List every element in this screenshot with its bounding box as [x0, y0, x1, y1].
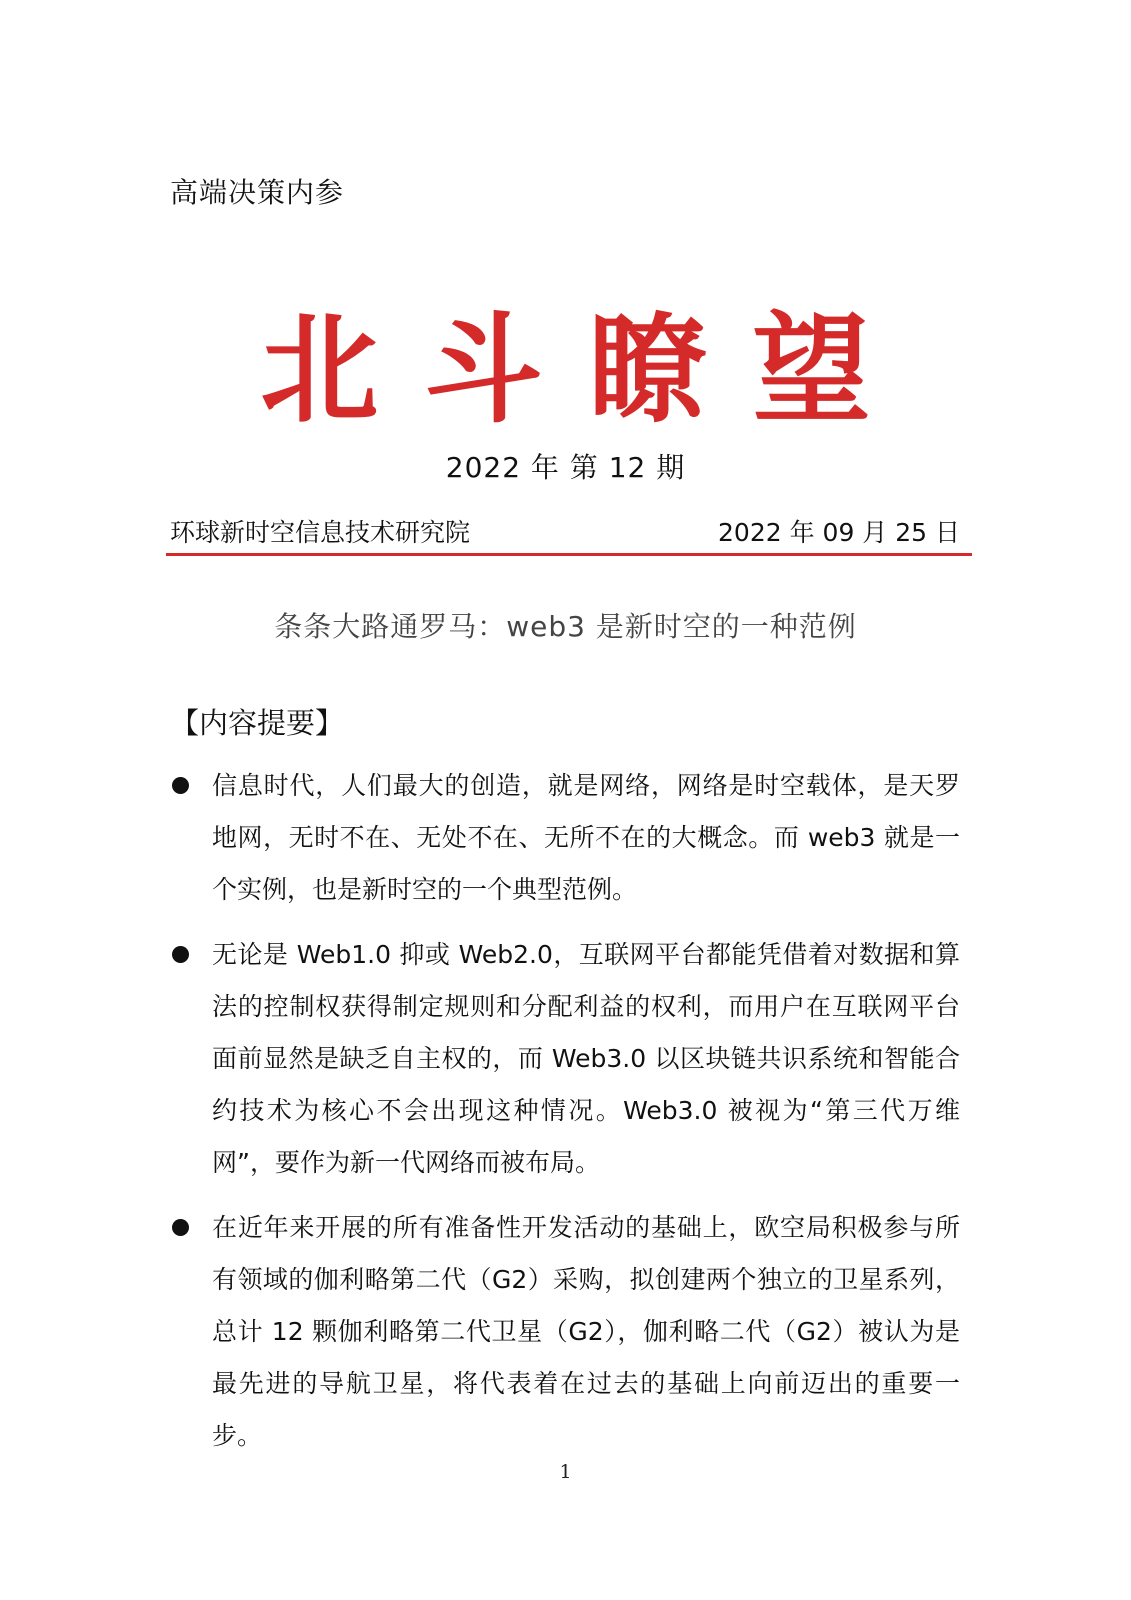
publish-date: 2022 年 09 月 25 日: [718, 518, 960, 547]
article-title: 条条大路通罗马：web3 是新时空的一种范例: [274, 610, 857, 643]
masthead-title: 北斗瞭望: [260, 300, 917, 439]
series-label: 高端决策内参: [170, 176, 345, 209]
summary-item: [170, 1202, 960, 1462]
publisher-line: [170, 517, 960, 549]
summary-item: [170, 929, 960, 1189]
organization-name: 环球新时空信息技术研究院: [170, 518, 471, 547]
summary-item: [170, 760, 960, 916]
summary-list: [170, 760, 960, 1475]
page-number: 1: [559, 1461, 572, 1483]
summary-item-text: 无论是 Web1.0 抑或 Web2.0，互联网平台都能凭借着对数据和算法的控制权获得制定规则和分配利益的权利，而用户在互联网平台面前显然是缺乏自主权的，而 Web3.0 以区块链共识系统和智能合约技术为核心不会出现这种情况。Web3.0 被视为“第三代万维网”，要作为新一代网络而被布局。: [212, 940, 960, 1177]
summary-item-text: 在近年来开展的所有准备性开发活动的基础上，欧空局积极参与所有领域的伽利略第二代（G2）采购，拟创建两个独立的卫星系列，总计 12 颗伽利略第二代卫星（G2），伽利略二代（G2）被认为是最先进的导航卫星，将代表着在过去的基础上向前迈出的重要一步。: [212, 1213, 960, 1450]
bullet-dot-icon: [172, 777, 189, 794]
issue-number: 2022 年 第 12 期: [445, 451, 686, 484]
summary-heading: 【内容提要】: [170, 706, 345, 740]
bullet-dot-icon: [172, 946, 189, 963]
header-divider: [166, 553, 972, 556]
summary-item-text: 信息时代，人们最大的创造，就是网络，网络是时空载体，是天罗地网，无时不在、无处不在、无所不在的大概念。而 web3 就是一个实例，也是新时空的一个典型范例。: [212, 771, 960, 904]
bullet-dot-icon: [172, 1219, 189, 1236]
